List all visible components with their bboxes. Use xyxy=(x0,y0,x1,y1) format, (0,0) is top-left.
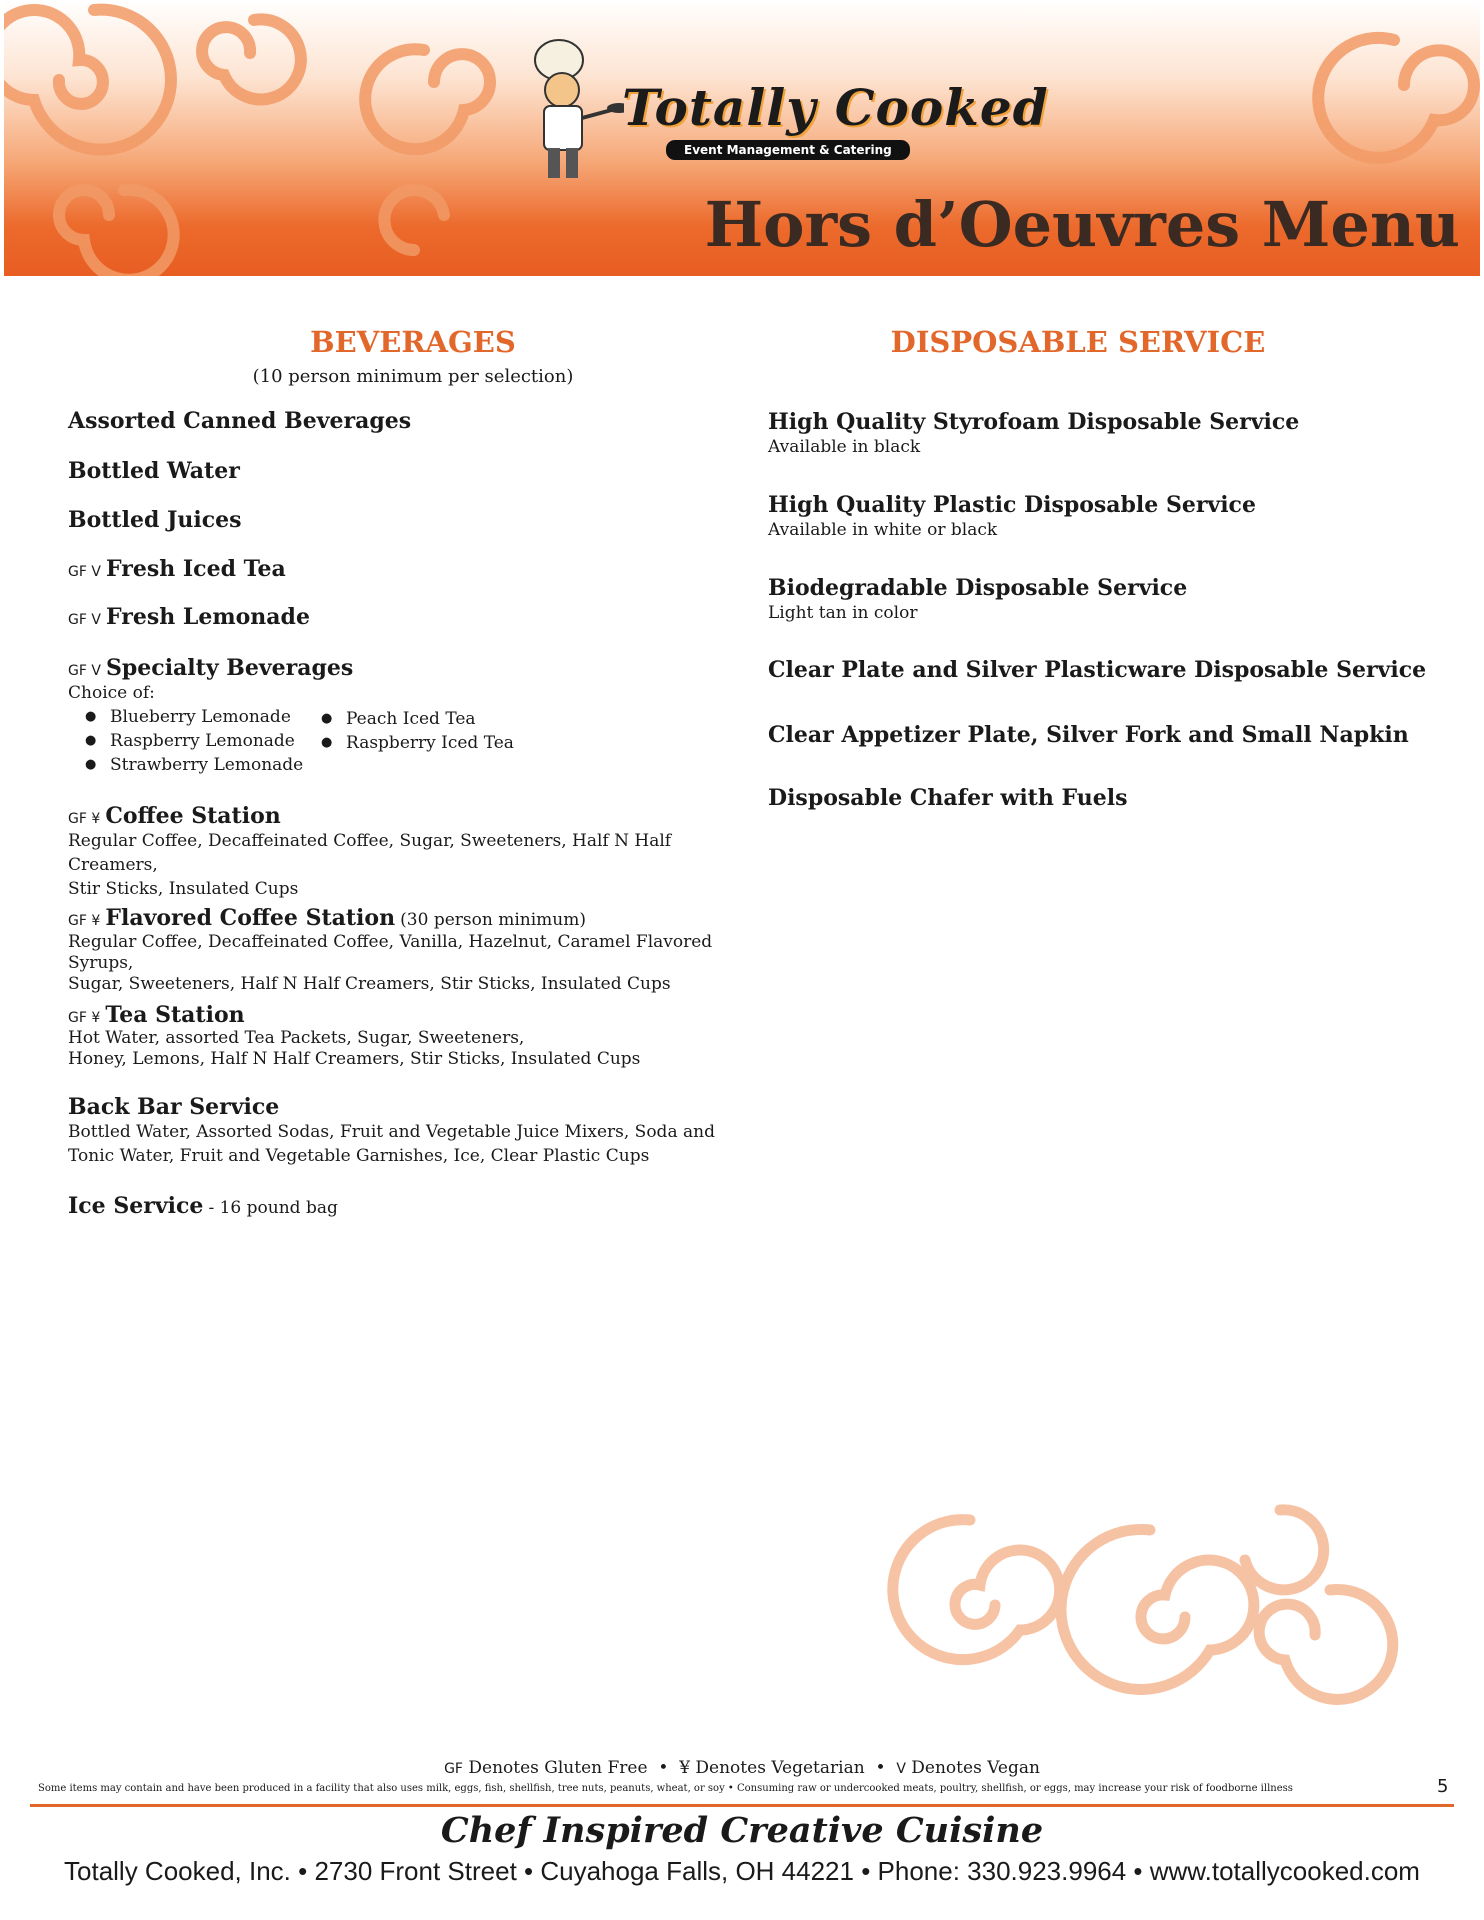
list-item: Ice Service - 16 pound bag xyxy=(68,1193,338,1219)
list-item: ● Blueberry Lemonade xyxy=(68,705,303,729)
company-address: Totally Cooked, Inc. • 2730 Front Street • Cuyahoga Falls, OH 44221 • Phone: 330.923.9964 • www.totallycooked.com xyxy=(64,1856,1420,1886)
list-item: GF ¥ Tea Station Hot Water, assorted Tea Packets, Sugar, Sweeteners, Honey, Lemons, Half N Half Creamers, Stir Sticks, Insulated Cups xyxy=(68,1002,641,1069)
brand-tagline: Event Management & Catering xyxy=(666,140,910,160)
list-item: GF V Fresh Iced Tea xyxy=(68,556,286,582)
list-item: Biodegradable Disposable Service Light tan in color xyxy=(768,575,1188,623)
swirl-decoration-icon xyxy=(860,1500,1420,1730)
page-number: 5 xyxy=(1437,1776,1449,1797)
slogan: Chef Inspired Creative Cuisine xyxy=(440,1810,1044,1851)
beverages-note: (10 person minimum per selection) xyxy=(252,366,574,387)
beverages-heading: BEVERAGES xyxy=(310,325,516,359)
list-item: ● Peach Iced Tea xyxy=(304,707,514,731)
footer-divider xyxy=(30,1804,1454,1807)
list-item: GF ¥ Coffee Station Regular Coffee, Decaffeinated Coffee, Sugar, Sweeteners, Half N Half Creamers, Stir Sticks, Insulated Cups xyxy=(68,803,672,899)
list-item: ● Raspberry Lemonade xyxy=(68,729,303,753)
disposable-heading: DISPOSABLE SERVICE xyxy=(890,325,1266,359)
list-item: High Quality Plastic Disposable Service Available in white or black xyxy=(768,492,1256,540)
list-item: GF V Specialty Beverages Choice of: xyxy=(68,655,354,703)
legend: GF Denotes Gluten Free • ¥ Denotes Vegetarian • V Denotes Vegan xyxy=(444,1758,1040,1778)
list-item: Bottled Water xyxy=(68,458,240,484)
list-item: Assorted Canned Beverages xyxy=(68,408,412,434)
page-title: Hors d’Oeuvres Menu xyxy=(704,188,1460,261)
disposable-section xyxy=(768,0,1468,900)
beverages-section xyxy=(68,0,758,1300)
list-item: Disposable Chafer with Fuels xyxy=(768,785,1128,811)
specialty-choices-col2 xyxy=(304,707,514,755)
list-item: Back Bar Service Bottled Water, Assorted Sodas, Fruit and Vegetable Juice Mixers, Soda and Tonic Water, Fruit and Vegetable Garnishes, Ice, Clear Plastic Cups xyxy=(68,1094,715,1166)
list-item: ● Strawberry Lemonade xyxy=(68,753,303,777)
allergen-disclaimer: Some items may contain and have been produced in a facility that also uses milk, eggs, fish, shellfish, tree nuts, peanuts, wheat, or soy • Consuming raw or undercooked meats, poultry, shellfish, or eggs, may increase your risk of foodborne illness xyxy=(38,1783,1293,1794)
list-item: GF ¥ Flavored Coffee Station (30 person minimum) Regular Coffee, Decaffeinated Coffee, Vanilla, Hazelnut, Caramel Flavored Syrups, Sugar, Sweeteners, Half N Half Creamers, Stir Sticks, Insulated Cups xyxy=(68,905,713,994)
specialty-choices-col1 xyxy=(68,705,303,777)
brand-name: Totally Cooked xyxy=(622,78,1049,137)
list-item: Clear Appetizer Plate, Silver Fork and Small Napkin xyxy=(768,722,1409,748)
list-item: Clear Plate and Silver Plasticware Disposable Service xyxy=(768,657,1427,683)
list-item: ● Raspberry Iced Tea xyxy=(304,731,514,755)
list-item: High Quality Styrofoam Disposable Service Available in black xyxy=(768,409,1300,457)
list-item: GF V Fresh Lemonade xyxy=(68,604,310,630)
list-item: Bottled Juices xyxy=(68,507,242,533)
